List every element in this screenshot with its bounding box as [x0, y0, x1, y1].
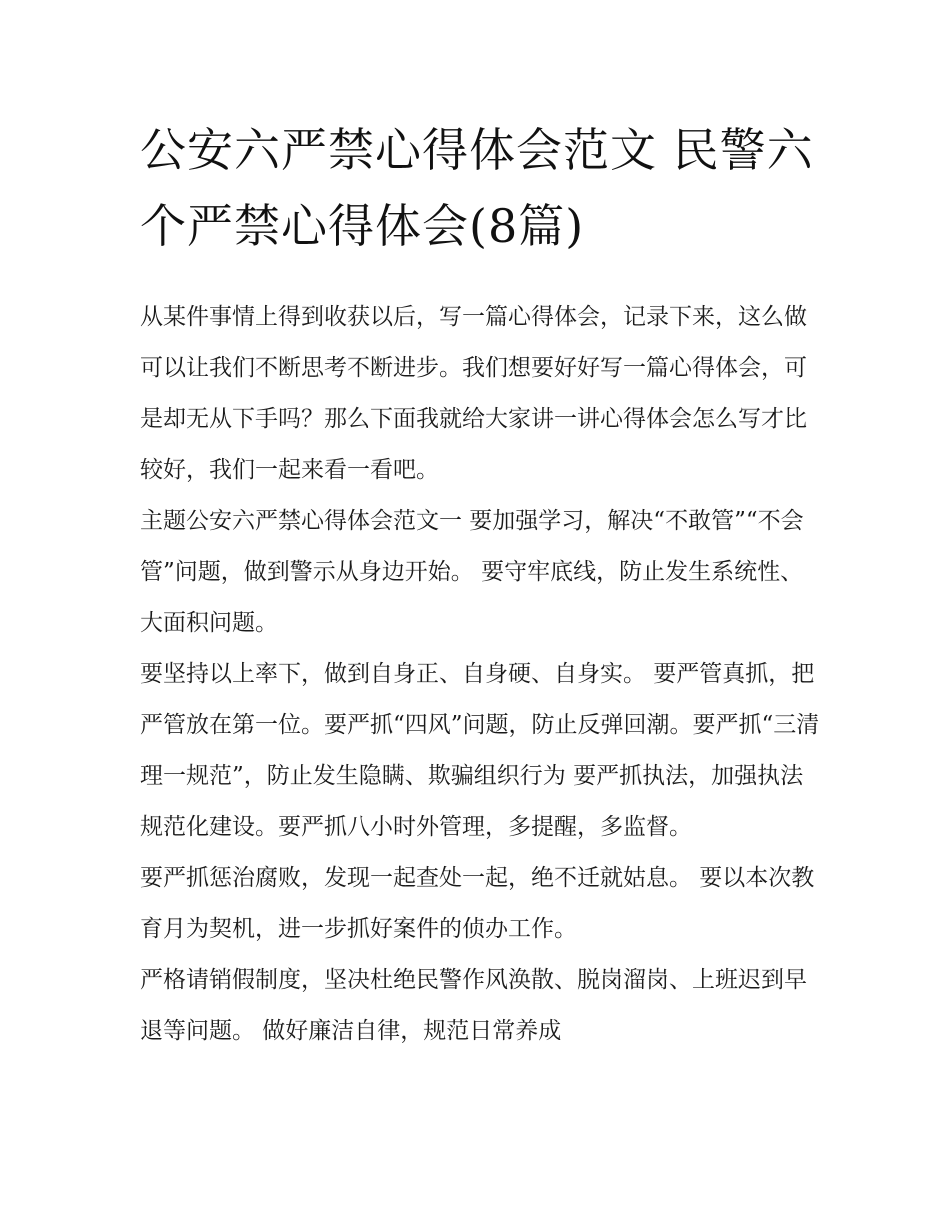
document-page [140, 112, 820, 1057]
paragraph-leave-system: 严格请销假制度，坚决杜绝民警作风涣散、脱岗溜岗、上班迟到早退等问题。 做好廉洁自律，规范日常养成 [140, 967, 807, 1044]
paragraph-topic-one: 主题公安六严禁心得体会范文一 要加强学习，解决“不敢管”“不会管”问题，做到警示从身边开始。 要守牢底线，防止发生系统性、大面积问题。 [140, 508, 804, 636]
paragraph-anti-corruption: 要严抓惩治腐败，发现一起查处一起，绝不迁就姑息。 要以本次教育月为契机，进一步抓好案件的侦办工作。 [140, 865, 815, 942]
document-title: 公安六严禁心得体会范文 民警六个严禁心得体会(8篇) [140, 123, 814, 253]
paragraph-intro: 从某件事情上得到收获以后，写一篇心得体会，记录下来，这么做可以让我们不断思考不断进步。我们想要好好写一篇心得体会，可是却无从下手吗？那么下面我就给大家讲一讲心得体会怎么写才比较好，我们一起来看一看吧。 [140, 304, 807, 483]
paragraph-lead-by-example: 要坚持以上率下，做到自身正、自身硬、自身实。 要严管真抓，把严管放在第一位。要严抓“四风”问题，防止反弹回潮。要严抓“三清理一规范”，防止发生隐瞒、欺骗组织行为 要严抓执法，加强执法规范化建设。要严抓八小时外管理，多提醒，多监督。 [140, 661, 820, 840]
document-body [140, 292, 820, 1057]
